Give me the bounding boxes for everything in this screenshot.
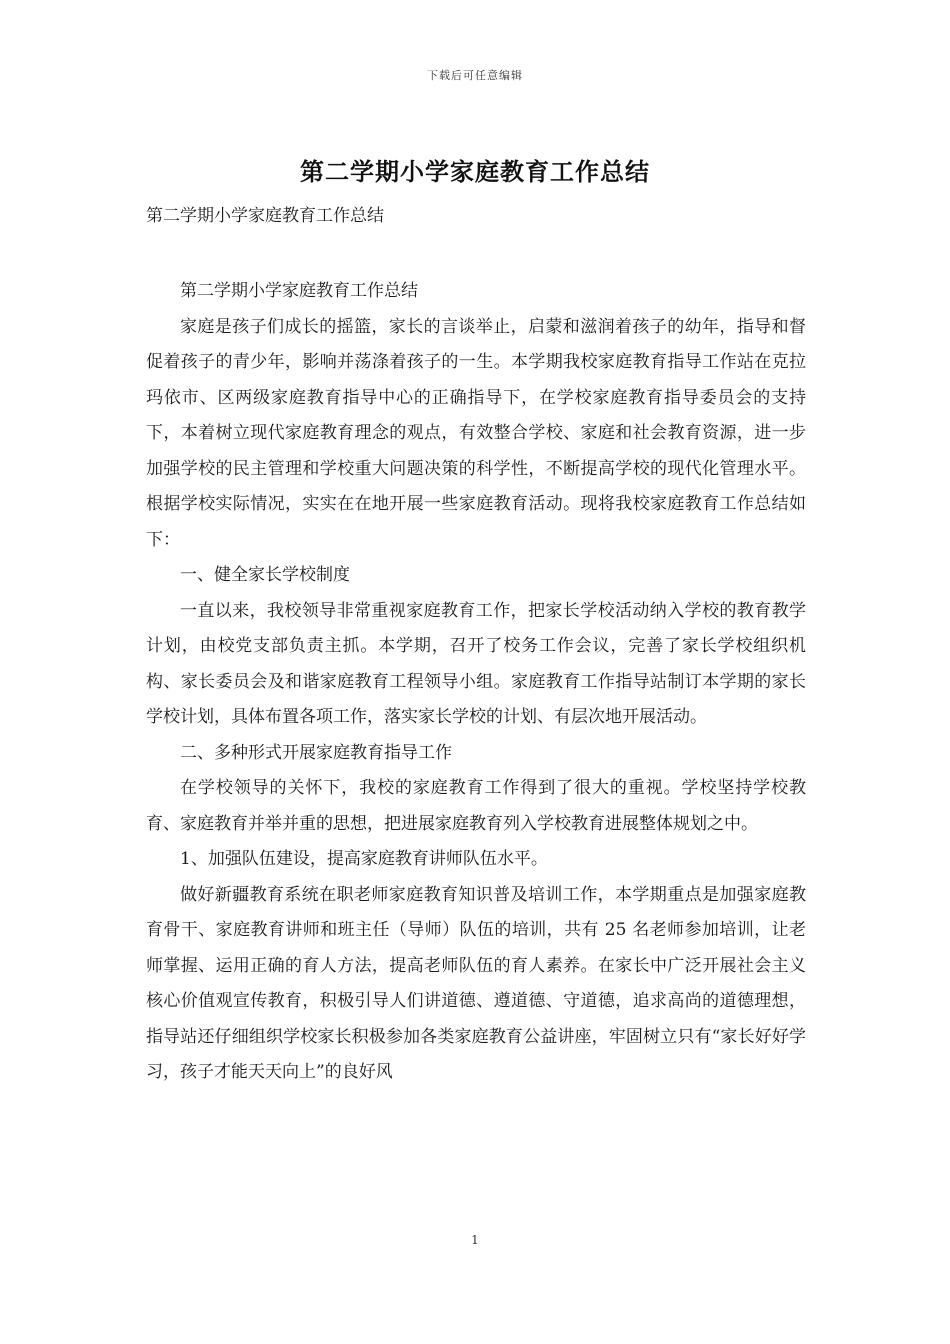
body-paragraph-section-1: 一直以来，我校领导非常重视家庭教育工作，把家长学校活动纳入学校的教育教学计划，由校党支部负责主抓。本学期，召开了校务工作会议，完善了家长学校组织机构、家长委员会及和谐家庭教育工程领导小组。家庭教育工作指导站制订本学期的家长学校计划，具体布置各项工作，落实家长学校的计划、有层次地开展活动。 (146, 600, 806, 727)
body-paragraph-section-2: 在学校领导的关怀下，我校的家庭教育工作得到了很大的重视。学校坚持学校教育、家庭教育并举并重的思想，把进展家庭教育列入学校教育进展整体规划之中。 (146, 778, 806, 834)
section-heading-2: 二、多种形式开展家庭教育指导工作 (180, 742, 452, 763)
document-body (146, 274, 806, 1091)
body-paragraph-intro: 家庭是孩子们成长的摇篮，家长的言谈举止，启蒙和滋润着孩子的幼年，指导和督促着孩子的青少年，影响并荡涤着孩子的一生。本学期我校家庭教育指导工作站在克拉玛依市、区两级家庭教育指导中心的正确指导下，在学校家庭教育指导委员会的支持下，本着树立现代家庭教育理念的观点，有效整合学校、家庭和社会教育资源，进一步加强学校的民主管理和学校重大问题决策的科学性，不断提高学校的现代化管理水平。根据学校实际情况，实实在在地开展一些家庭教育活动。现将我校家庭教育工作总结如下： (146, 316, 806, 550)
subsection-heading-1: 1、加强队伍建设，提高家庭教育讲师队伍水平。 (180, 849, 548, 869)
body-paragraph-subsection-1: 做好新疆教育系统在职老师家庭教育知识普及培训工作，本学期重点是加强家庭教育骨干、家庭教育讲师和班主任（导师）队伍的培训，共有 25 名老师参加培训，让老师掌握、运用正确的育人方法，提高老师队伍的育人素养。在家长中广泛开展社会主义核心价值观宣传教育，积极引导人们讲道德、遵道德、守道德，追求高尚的道德理想，指导站还仔细组织学校家长积极参加各类家庭教育公益讲座，牢固树立只有“家长好好学习，孩子才能天天向上”的良好风 (146, 884, 806, 1082)
document-subtitle: 第二学期小学家庭教育工作总结 (146, 206, 384, 226)
page-number: 1 (471, 1233, 479, 1247)
section-heading-1: 一、健全家长学校制度 (180, 565, 350, 585)
document-title: 第二学期小学家庭教育工作总结 (300, 158, 650, 186)
page-header-note: 下载后可任意编辑 (427, 69, 523, 82)
body-paragraph-heading: 第二学期小学家庭教育工作总结 (180, 281, 418, 301)
